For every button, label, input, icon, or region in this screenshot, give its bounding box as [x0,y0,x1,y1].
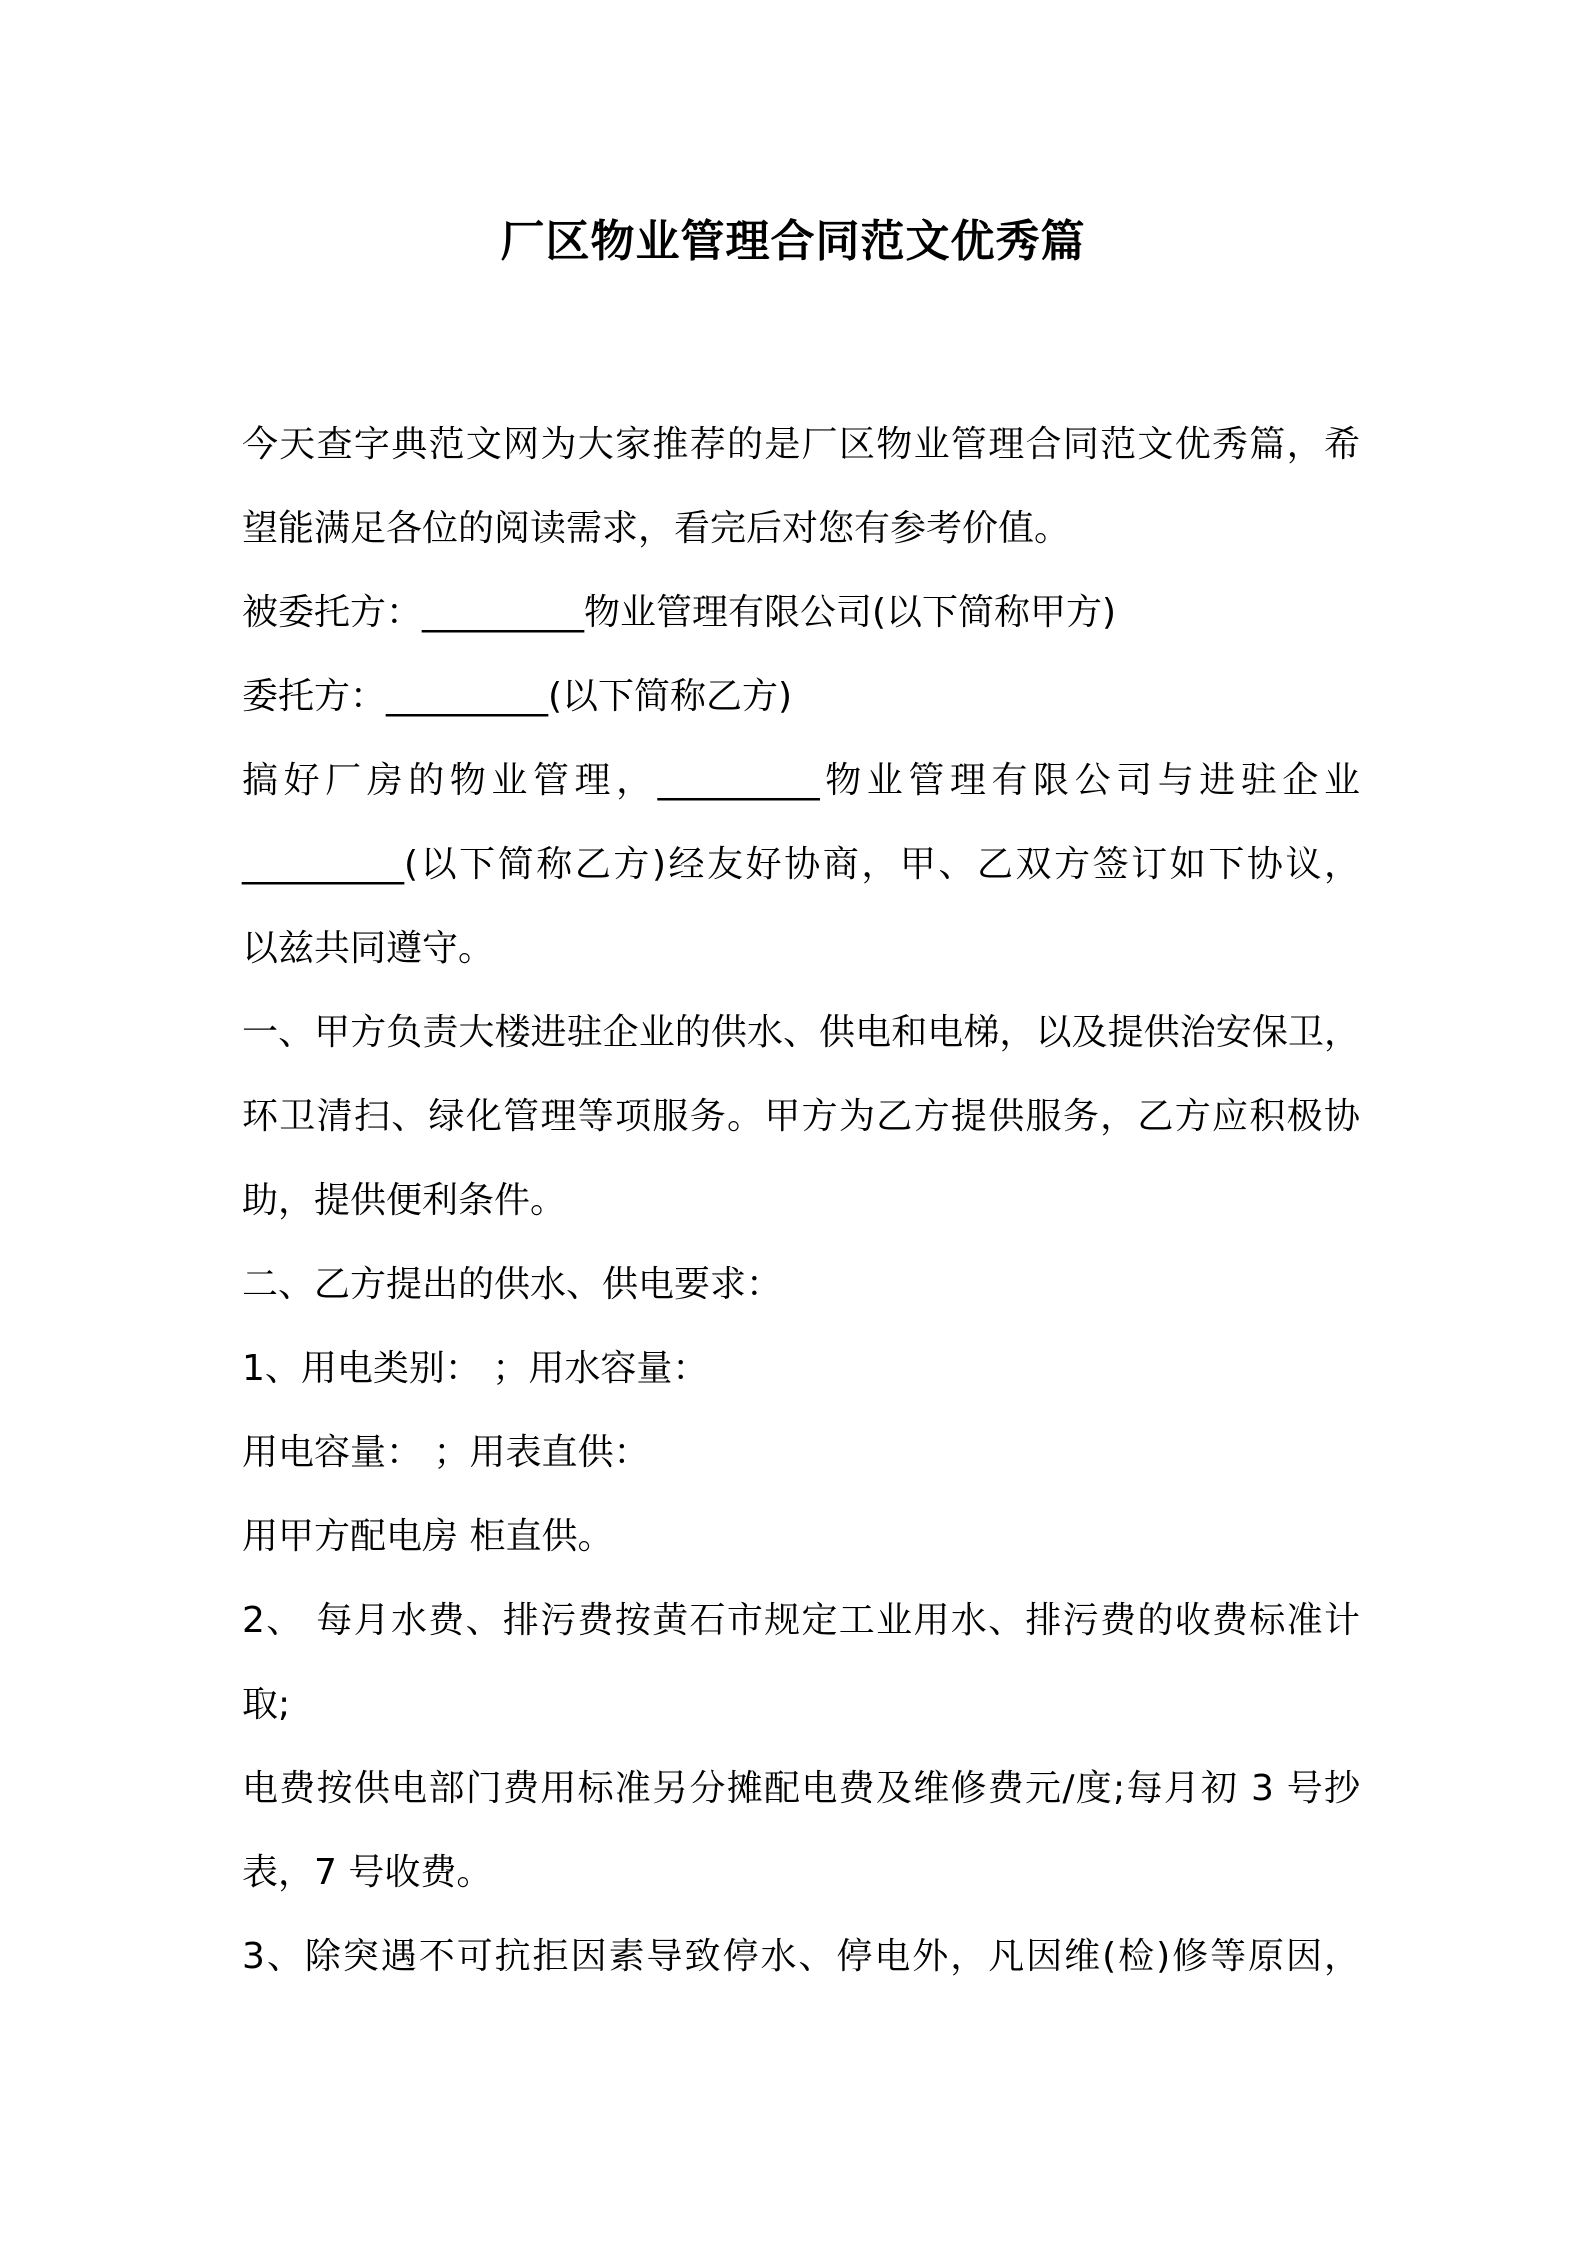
paragraph-line: 3、除突遇不可抗拒因素导致停水、停电外，凡因维(检)修等原因， [242,1936,1360,1977]
paragraph-line: 表，7 号收费。 [242,1852,493,1893]
document-body [242,403,1360,1999]
paragraph-line: 用电容量： ；用表直供： [242,1432,650,1473]
paragraph-line: 取; [242,1684,291,1725]
paragraph-line: 助，提供便利条件。 [242,1180,567,1221]
paragraph-line: 望能满足各位的阅读需求，看完后对您有参考价值。 [242,508,1071,549]
paragraph-line: 1、用电类别： ；用水容量： [242,1348,709,1389]
paragraph-line: 被委托方：_________物业管理有限公司(以下简称甲方) [242,592,1117,633]
paragraph-line: 委托方：_________(以下简称乙方) [242,676,793,717]
paragraph-line: 用甲方配电房 柜直供。 [242,1516,614,1557]
paragraph-line: 2、 每月水费、排污费按黄石市规定工业用水、排污费的收费标准计 [242,1600,1360,1641]
document-title: 厂区物业管理合同范文优秀篇 [500,216,1086,267]
paragraph-line: 电费按供电部门费用标准另分摊配电费及维修费元/度;每月初 3 号抄 [242,1768,1360,1809]
paragraph-line: 二、乙方提出的供水、供电要求： [242,1264,783,1305]
paragraph-line: 一、甲方负责大楼进驻企业的供水、供电和电梯，以及提供治安保卫， [242,1012,1360,1053]
paragraph-line: 环卫清扫、绿化管理等项服务。甲方为乙方提供服务，乙方应积极协 [242,1096,1360,1137]
paragraph-line: 今天查字典范文网为大家推荐的是厂区物业管理合同范文优秀篇，希 [242,424,1360,465]
paragraph-line: _________(以下简称乙方)经友好协商，甲、乙双方签订如下协议， [242,844,1360,885]
paragraph-line: 以兹共同遵守。 [242,928,495,969]
paragraph-line: 搞好厂房的物业管理，_________物业管理有限公司与进驻企业 [242,760,1360,801]
